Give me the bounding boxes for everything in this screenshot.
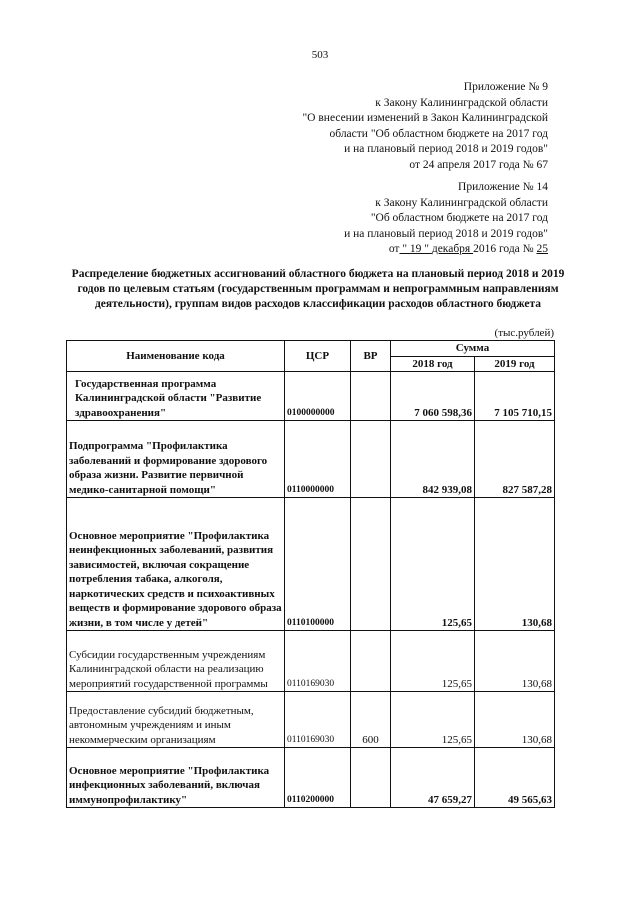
row-csr: 0100000000 (285, 372, 351, 421)
date-prefix: от (388, 243, 400, 255)
unit-label: (тыс.рублей) (494, 327, 554, 339)
row-name: Государственная программа Калининградской области "Развитие здравоохранения" (67, 372, 285, 421)
law-number: 25 (536, 243, 548, 255)
annex-14-line: к Закону Калининградской области (375, 196, 548, 209)
header-name: Наименование кода (67, 341, 285, 372)
row-csr: 0110169030 (285, 692, 351, 748)
row-vr (351, 748, 391, 808)
table-row (67, 498, 555, 631)
row-vr (351, 421, 391, 498)
row-2018: 125,65 (391, 631, 475, 692)
annex-9-line: "О внесении изменений в Закон Калининградской (302, 112, 548, 124)
row-name: Подпрограмма "Профилактика заболеваний и формирование здорового образа жизни. Развитие первичной медико-санитарной помощи" (67, 421, 285, 498)
row-csr: 0110000000 (285, 421, 351, 498)
row-2018: 47 659,27 (391, 748, 475, 808)
row-2018: 842 939,08 (391, 421, 475, 498)
annex-9-line: области "Об областном бюджете на 2017 год (329, 127, 548, 140)
table-row (67, 421, 555, 498)
date-month: декабря (431, 243, 474, 255)
header-csr: ЦСР (285, 341, 351, 372)
row-2019: 130,68 (475, 498, 555, 631)
annex-9-line: к Закону Калининградской области (375, 96, 548, 109)
date-year: 2016 года № (473, 243, 537, 255)
annex-14-line: Приложение № 14 (458, 181, 548, 193)
annex-14-line: и на плановый период 2018 и 2019 годов" (344, 227, 548, 240)
row-name: Основное мероприятие "Профилактика неинфекционных заболеваний, развития зависимостей, включая сокращение потребления табака, алкоголя, наркотических средств и психоактивных веществ и формирование здорового образа жизни, в том числе у детей" (67, 498, 285, 631)
row-2019: 49 565,63 (475, 748, 555, 808)
row-csr: 0110200000 (285, 748, 351, 808)
table-row (67, 748, 555, 808)
annex-14-date-line (344, 242, 548, 258)
annex-14-reference (344, 180, 548, 258)
row-name: Субсидии государственным учреждениям Калининградской области на реализацию мероприятий государственной программы (67, 631, 285, 692)
table-row (67, 631, 555, 692)
header-sum: Сумма (391, 341, 555, 357)
annex-9-reference (302, 80, 548, 173)
row-2019: 130,68 (475, 631, 555, 692)
row-csr: 0110169030 (285, 631, 351, 692)
row-vr (351, 372, 391, 421)
annex-9-line: и на плановый период 2018 и 2019 годов" (344, 143, 548, 155)
date-day: " 19 " (399, 243, 432, 255)
row-2019: 827 587,28 (475, 421, 555, 498)
row-2019: 130,68 (475, 692, 555, 748)
header-2019: 2019 год (475, 356, 555, 372)
row-vr: 600 (351, 692, 391, 748)
page-number: 503 (311, 49, 329, 61)
row-vr (351, 498, 391, 631)
row-2018: 125,65 (391, 498, 475, 631)
budget-table (66, 340, 555, 808)
annex-9-line: Приложение № 9 (463, 81, 548, 93)
row-vr (351, 631, 391, 692)
header-vr: ВР (351, 341, 391, 372)
row-name: Предоставление субсидий бюджетным, автономным учреждениям и иным некоммерческим организациям (67, 692, 285, 748)
table-row (67, 692, 555, 748)
row-csr: 0110100000 (285, 498, 351, 631)
annex-9-line: от 24 апреля 2017 года № 67 (409, 158, 548, 171)
document-heading: Распределение бюджетных ассигнований областного бюджета на плановый период 2018 и 2019 годов по целевым статьям (государственным программам и непрограммным направлениям деятельности), группам видов расходов классификации расходов областного бюджета (71, 268, 565, 310)
row-2018: 7 060 598,36 (391, 372, 475, 421)
row-name: Основное мероприятие "Профилактика инфекционных заболеваний, включая иммунопрофилактику" (67, 748, 285, 808)
row-2018: 125,65 (391, 692, 475, 748)
row-2019: 7 105 710,15 (475, 372, 555, 421)
header-2018: 2018 год (391, 356, 475, 372)
annex-14-line: "Об областном бюджете на 2017 год (370, 212, 548, 224)
table-row (67, 372, 555, 421)
